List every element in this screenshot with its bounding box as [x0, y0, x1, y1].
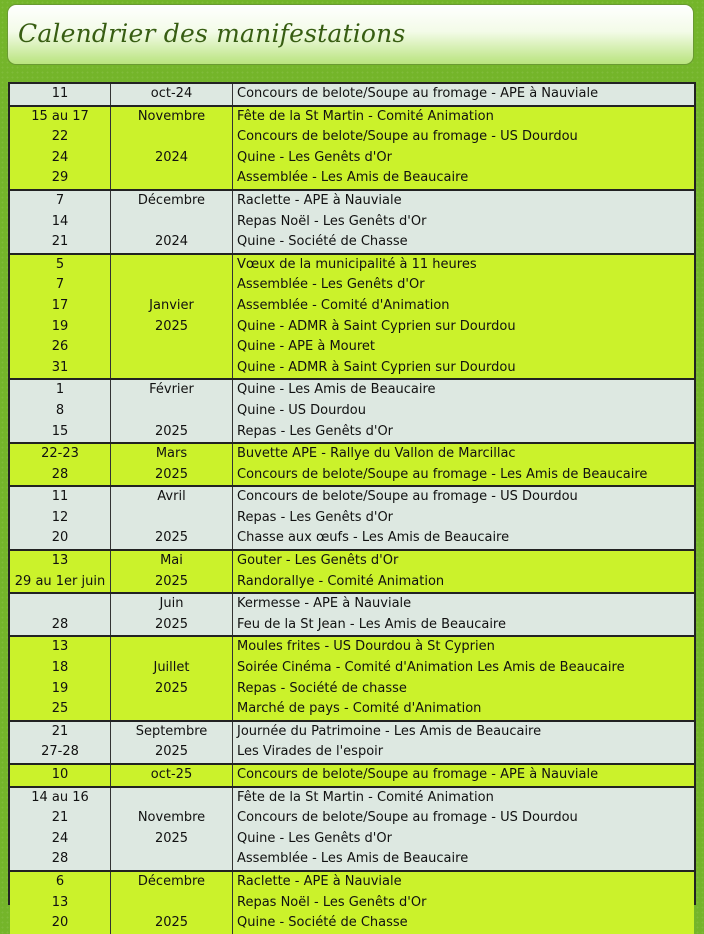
month-year-cell: [111, 788, 232, 809]
event-cell: Journée du Patrimoine - Les Amis de Beaucaire: [237, 723, 542, 739]
day-cell: 13: [51, 553, 69, 569]
month-year-cell: Juin: [159, 596, 184, 612]
month-group: [10, 442, 694, 485]
day-cell: 12: [51, 509, 69, 525]
event-cell: Chasse aux œufs - Les Amis de Beaucaire: [237, 530, 510, 546]
month-column: [111, 637, 233, 719]
event-column: [233, 380, 694, 442]
day-cell: 20: [51, 915, 69, 931]
month-year-cell: [111, 127, 232, 148]
month-group: [10, 84, 694, 105]
day-cell: 13: [51, 894, 69, 910]
day-cell: 21: [51, 234, 69, 250]
day-cell: 29 au 1er juin: [14, 573, 106, 589]
event-column: [233, 107, 694, 189]
event-cell: Quine - Société de Chasse: [237, 234, 408, 250]
page-title: Calendrier des manifestations: [18, 19, 406, 48]
day-cell: 15 au 17: [31, 108, 89, 124]
event-cell: Repas Noël - Les Genêts d'Or: [237, 894, 427, 910]
month-column: [111, 722, 233, 763]
month-group: [10, 720, 694, 763]
event-cell: Repas - Les Genêts d'Or: [237, 509, 394, 525]
month-year-cell: 2025: [154, 573, 189, 589]
month-year-cell: [111, 508, 232, 529]
day-cell: 18: [51, 660, 69, 676]
month-year-cell: 2025: [154, 744, 189, 760]
month-group: [10, 870, 694, 934]
month-year-cell: Avril: [157, 489, 186, 505]
event-cell: Quine - US Dourdou: [237, 402, 366, 418]
day-cell: 6: [55, 873, 65, 889]
month-year-cell: [111, 849, 232, 870]
month-year-cell: 2024: [154, 234, 189, 250]
day-column: [10, 255, 111, 379]
month-group: [10, 105, 694, 189]
event-cell: Assemblée - Les Genêts d'Or: [237, 277, 425, 293]
event-cell: Concours de belote/Soupe au fromage - US Dourdou: [237, 810, 578, 826]
month-year-cell: Février: [149, 382, 194, 398]
event-cell: Quine - Les Genêts d'Or: [237, 830, 392, 846]
month-year-cell: [111, 255, 232, 276]
day-column: [10, 765, 111, 786]
day-column: [10, 380, 111, 442]
event-column: [233, 765, 694, 786]
day-cell: 29: [51, 170, 69, 186]
month-year-cell: [111, 637, 232, 658]
event-cell: Moules frites - US Dourdou à St Cyprien: [237, 639, 495, 655]
month-year-cell: Décembre: [137, 873, 206, 889]
event-cell: Assemblée - Comité d'Animation: [237, 297, 450, 313]
month-year-cell: oct-24: [150, 86, 193, 101]
day-cell: 25: [51, 701, 69, 717]
event-cell: Gouter - Les Genêts d'Or: [237, 553, 399, 569]
day-cell: 5: [55, 256, 65, 272]
event-cell: Raclette - APE à Nauviale: [237, 873, 402, 889]
month-group: [10, 378, 694, 442]
event-column: [233, 788, 694, 870]
month-year-cell: Septembre: [135, 723, 208, 739]
event-column: [233, 487, 694, 549]
day-cell: 14: [51, 213, 69, 229]
event-cell: Repas - Société de chasse: [237, 680, 407, 696]
month-column: [111, 594, 233, 635]
month-year-cell: 2025: [154, 616, 189, 632]
month-group: [10, 786, 694, 870]
event-cell: Quine - ADMR à Saint Cyprien sur Dourdou: [237, 359, 516, 375]
title-banner: [7, 4, 694, 65]
event-cell: Buvette APE - Rallye du Vallon de Marcillac: [237, 446, 516, 462]
day-column: [10, 107, 111, 189]
month-year-cell: 2025: [154, 466, 189, 482]
event-cell: Raclette - APE à Nauviale: [237, 192, 402, 208]
month-column: [111, 84, 233, 105]
month-group: [10, 592, 694, 635]
day-column: [10, 84, 111, 105]
day-cell: 24: [51, 149, 69, 165]
day-cell: 11: [51, 86, 69, 101]
month-year-cell: [111, 893, 232, 914]
day-column: [10, 444, 111, 485]
month-year-cell: Mars: [155, 446, 188, 462]
month-year-cell: oct-25: [150, 767, 193, 782]
month-column: [111, 487, 233, 549]
day-cell: 17: [51, 297, 69, 313]
day-column: [10, 788, 111, 870]
day-cell: 19: [51, 318, 69, 334]
event-column: [233, 637, 694, 719]
day-column: [10, 191, 111, 253]
month-column: [111, 788, 233, 870]
event-cell: Soirée Cinéma - Comité d'Animation Les Amis de Beaucaire: [237, 660, 625, 676]
event-column: [233, 594, 694, 635]
event-cell: Marché de pays - Comité d'Animation: [237, 701, 482, 717]
month-year-cell: 2024: [154, 149, 189, 165]
event-cell: Repas Noël - Les Genêts d'Or: [237, 213, 427, 229]
day-cell: 28: [51, 851, 69, 867]
day-cell: 19: [51, 680, 69, 696]
event-cell: Quine - APE à Mouret: [237, 339, 376, 355]
event-column: [233, 255, 694, 379]
events-calendar-table: [8, 82, 696, 931]
month-group: [10, 189, 694, 253]
event-cell: Concours de belote/Soupe au fromage - Les Amis de Beaucaire: [237, 466, 648, 482]
month-column: [111, 255, 233, 379]
day-cell: 13: [51, 639, 69, 655]
month-year-cell: [111, 275, 232, 296]
event-cell: Concours de belote/Soupe au fromage - APE à Nauviale: [237, 86, 599, 101]
day-cell: 28: [51, 466, 69, 482]
event-cell: Quine - Société de Chasse: [237, 915, 408, 931]
month-year-cell: [111, 168, 232, 189]
day-cell: 7: [55, 192, 65, 208]
month-column: [111, 107, 233, 189]
event-cell: Quine - Les Genêts d'Or: [237, 149, 392, 165]
day-cell: 27-28: [41, 744, 79, 760]
event-cell: Quine - ADMR à Saint Cyprien sur Dourdou: [237, 318, 516, 334]
event-cell: Feu de la St Jean - Les Amis de Beaucaire: [237, 616, 506, 632]
month-group: [10, 635, 694, 719]
event-column: [233, 444, 694, 485]
month-year-cell: [111, 337, 232, 358]
day-column: [10, 487, 111, 549]
event-cell: Repas - Les Genêts d'Or: [237, 423, 394, 439]
month-year-cell: 2025: [154, 680, 189, 696]
month-group: [10, 763, 694, 786]
day-column: [10, 637, 111, 719]
event-cell: Les Virades de l'espoir: [237, 744, 384, 760]
day-cell: 15: [51, 423, 69, 439]
event-cell: Concours de belote/Soupe au fromage - APE à Nauviale: [237, 767, 599, 782]
day-cell: 10: [51, 767, 69, 782]
month-column: [111, 191, 233, 253]
month-column: [111, 872, 233, 934]
day-column: [10, 872, 111, 934]
day-cell: 11: [51, 489, 69, 505]
day-cell: 20: [51, 530, 69, 546]
month-year-cell: 2025: [154, 423, 189, 439]
month-column: [111, 551, 233, 592]
month-year-cell: 2025: [154, 830, 189, 846]
day-cell: 1: [55, 382, 65, 398]
day-cell: 22-23: [41, 446, 79, 462]
month-year-cell: 2025: [154, 915, 189, 931]
month-column: [111, 765, 233, 786]
event-column: [233, 191, 694, 253]
day-cell: 31: [51, 359, 69, 375]
month-year-cell: [111, 699, 232, 720]
event-cell: Assemblée - Les Amis de Beaucaire: [237, 851, 469, 867]
day-cell: 21: [51, 723, 69, 739]
month-year-cell: Mai: [160, 553, 183, 569]
month-year-cell: [111, 401, 232, 422]
event-column: [233, 551, 694, 592]
event-column: [233, 872, 694, 934]
event-cell: Fête de la St Martin - Comité Animation: [237, 108, 494, 124]
day-column: [10, 551, 111, 592]
month-year-cell: Novembre: [137, 108, 206, 124]
month-group: [10, 253, 694, 379]
event-cell: Fête de la St Martin - Comité Animation: [237, 789, 494, 805]
month-column: [111, 444, 233, 485]
month-year-cell: Décembre: [137, 192, 206, 208]
month-group: [10, 549, 694, 592]
event-cell: Randorallye - Comité Animation: [237, 573, 445, 589]
month-year-cell: Juillet: [153, 660, 190, 676]
day-cell: 14 au 16: [31, 789, 89, 805]
month-year-cell: 2025: [154, 530, 189, 546]
month-year-cell: [111, 212, 232, 233]
day-cell: 28: [51, 616, 69, 632]
event-cell: Vœux de la municipalité à 11 heures: [237, 256, 477, 272]
day-cell: 7: [55, 277, 65, 293]
day-column: [10, 594, 111, 635]
day-cell: 21: [51, 810, 69, 826]
day-column: [10, 722, 111, 763]
month-year-cell: 2025: [154, 318, 189, 334]
month-group: [10, 485, 694, 549]
event-cell: Assemblée - Les Amis de Beaucaire: [237, 170, 469, 186]
day-cell: [10, 594, 110, 615]
event-cell: Concours de belote/Soupe au fromage - US Dourdou: [237, 489, 578, 505]
event-cell: Concours de belote/Soupe au fromage - US Dourdou: [237, 129, 578, 145]
month-column: [111, 380, 233, 442]
month-year-cell: [111, 358, 232, 379]
day-cell: 26: [51, 339, 69, 355]
day-cell: 8: [55, 402, 65, 418]
event-cell: Kermesse - APE à Nauviale: [237, 596, 412, 612]
event-cell: Quine - Les Amis de Beaucaire: [237, 382, 436, 398]
event-column: [233, 722, 694, 763]
day-cell: 22: [51, 129, 69, 145]
month-year-cell: Janvier: [149, 297, 194, 313]
event-column: [233, 84, 694, 105]
day-cell: 24: [51, 830, 69, 846]
month-year-cell: Novembre: [137, 810, 206, 826]
